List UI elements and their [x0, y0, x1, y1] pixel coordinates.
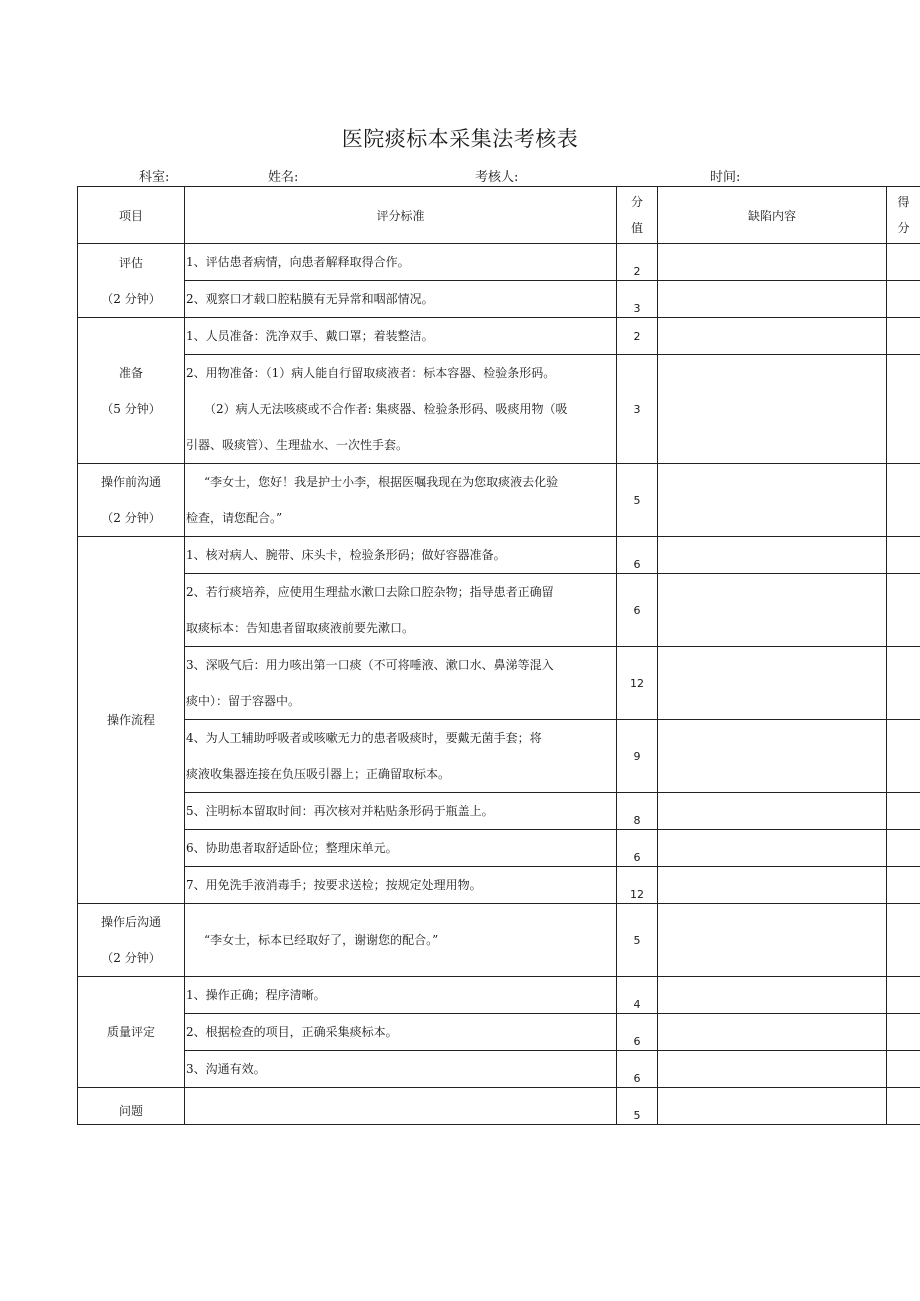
criteria-line: 痰中）：留于容器中。 — [186, 694, 301, 708]
score-cell: 8 — [617, 793, 658, 830]
score-cell: 6 — [617, 1051, 658, 1088]
section-name: 操作后沟通 — [100, 915, 161, 929]
header-score — [617, 187, 658, 244]
got-score-cell[interactable] — [887, 647, 920, 720]
table-row — [78, 867, 920, 904]
score-cell: 3 — [617, 281, 658, 318]
section-name: 评估 — [118, 255, 143, 270]
criteria-cell: 1、核对病人、腕带、床头卡，检验条形码；做好容器准备。 — [185, 537, 617, 574]
criteria-cell — [185, 464, 617, 537]
criteria-cell: 3、沟通有效。 — [185, 1051, 617, 1088]
got-score-cell[interactable] — [887, 537, 920, 574]
table-row — [78, 830, 920, 867]
table-row — [78, 720, 920, 793]
score-cell: 6 — [617, 830, 658, 867]
defect-cell[interactable] — [658, 830, 887, 867]
criteria-cell: 1、评估患者病情，向患者解释取得合作。 — [185, 244, 617, 281]
section-issues: 问题 — [78, 1088, 185, 1125]
defect-cell[interactable] — [658, 318, 887, 355]
score-cell: 6 — [617, 1014, 658, 1051]
got-score-cell[interactable] — [887, 793, 920, 830]
department-label: 科室: — [139, 170, 170, 185]
criteria-cell — [185, 720, 617, 793]
section-assess — [78, 244, 185, 318]
time-label: 时间: — [710, 170, 741, 185]
criteria-cell: 1、操作正确；程序清晰。 — [185, 977, 617, 1014]
got-score-cell[interactable] — [887, 720, 920, 793]
criteria-line: 痰液收集器连接在负压吸引器上；正确留取标本。 — [186, 767, 451, 781]
defect-cell[interactable] — [658, 904, 887, 977]
section-post-comm — [78, 904, 185, 977]
defect-cell[interactable] — [658, 281, 887, 318]
got-score-cell[interactable] — [887, 904, 920, 977]
criteria-line: 4、为人工辅助呼吸者或咳嗽无力的患者吸痰时，要戴无菌手套；将 — [186, 731, 542, 745]
got-score-cell[interactable] — [887, 244, 920, 281]
section-duration: （2 分钟） — [101, 511, 161, 525]
table-header-row — [78, 187, 920, 244]
got-score-cell[interactable] — [887, 1088, 920, 1125]
defect-cell[interactable] — [658, 867, 887, 904]
table-row — [78, 904, 920, 977]
section-name: 质量评定 — [106, 1025, 155, 1039]
got-score-cell[interactable] — [887, 464, 920, 537]
criteria-cell: 2、观察口才载口腔粘膜有无异常和咽部情况。 — [185, 281, 617, 318]
section-name: 操作前沟通 — [100, 475, 161, 489]
criteria-line: 2、若行痰培养，应使用生理盐水漱口去除口腔杂物；指导患者正确留 — [186, 585, 554, 599]
table-row — [78, 1014, 920, 1051]
criteria-cell: 7、用免洗手液消毒手；按要求送检；按规定处理用物。 — [185, 867, 617, 904]
criteria-cell — [185, 574, 617, 647]
score-cell: 12 — [617, 867, 658, 904]
table-row — [78, 1088, 920, 1125]
got-score-cell[interactable] — [887, 574, 920, 647]
score-cell: 6 — [617, 574, 658, 647]
table-row — [78, 647, 920, 720]
header-got-bottom: 分 — [897, 221, 910, 235]
table-row — [78, 281, 920, 318]
criteria-line: 2、用物准备：（1）病人能自行留取痰液者：标本容器、检验条形码。 — [186, 366, 556, 380]
defect-cell[interactable] — [658, 464, 887, 537]
got-score-cell[interactable] — [887, 867, 920, 904]
got-score-cell[interactable] — [887, 355, 920, 464]
table-row — [78, 318, 920, 355]
section-prep — [78, 318, 185, 464]
got-score-cell[interactable] — [887, 281, 920, 318]
section-quality — [78, 977, 185, 1088]
section-pre-comm — [78, 464, 185, 537]
table-row — [78, 793, 920, 830]
criteria-line: 3、深吸气后：用力咳出第一口痰（不可将唾液、漱口水、鼻涕等混入 — [186, 658, 554, 672]
defect-cell[interactable] — [658, 793, 887, 830]
score-cell: 5 — [617, 1088, 658, 1125]
criteria-cell[interactable] — [185, 1088, 617, 1125]
criteria-cell: 2、根据检查的项目，正确采集痰标本。 — [185, 1014, 617, 1051]
header-score-top: 分 — [630, 195, 643, 209]
defect-cell[interactable] — [658, 1051, 887, 1088]
criteria-cell — [185, 355, 617, 464]
section-process — [78, 537, 185, 904]
score-cell: 12 — [617, 647, 658, 720]
criteria-line: “李女士，您好！我是护士小李，根据医嘱我现在为您取痰液去化验 — [204, 475, 559, 489]
score-cell: 2 — [617, 244, 658, 281]
header-defects: 缺陷内容 — [658, 187, 887, 244]
score-cell: 2 — [617, 318, 658, 355]
table-row — [78, 977, 920, 1014]
section-duration: （2 分钟） — [101, 291, 161, 306]
header-score-bottom: 值 — [630, 221, 643, 235]
header-item: 项目 — [78, 187, 185, 244]
table-row — [78, 537, 920, 574]
table-row — [78, 464, 920, 537]
table-row — [78, 1051, 920, 1088]
name-label: 姓名: — [268, 170, 299, 185]
defect-cell[interactable] — [658, 647, 887, 720]
criteria-line: 检查，请您配合。” — [186, 511, 283, 525]
section-duration: （2 分钟） — [101, 951, 161, 965]
table-row — [78, 574, 920, 647]
got-score-cell[interactable] — [887, 1014, 920, 1051]
criteria-line: “李女士，标本已经取好了，谢谢您的配合。” — [204, 933, 439, 947]
score-cell: 5 — [617, 904, 658, 977]
criteria-line: （2）病人无法咳痰或不合作者: 集痰器、检验条形码、吸痰用物（吸 — [204, 402, 568, 416]
table-row — [78, 244, 920, 281]
got-score-cell[interactable] — [887, 318, 920, 355]
score-cell: 9 — [617, 720, 658, 793]
score-cell: 6 — [617, 537, 658, 574]
defect-cell[interactable] — [658, 1014, 887, 1051]
criteria-cell — [185, 904, 617, 977]
header-got-top: 得 — [897, 195, 910, 209]
criteria-cell: 5、注明标本留取时间：再次核对并粘贴条形码于瓶盖上。 — [185, 793, 617, 830]
header-criteria: 评分标准 — [185, 187, 617, 244]
section-duration: （5 分钟） — [101, 401, 161, 416]
header-got — [887, 187, 920, 244]
criteria-cell: 1、人员准备：洗净双手、戴口罩；着装整洁。 — [185, 318, 617, 355]
score-cell: 4 — [617, 977, 658, 1014]
section-name: 准备 — [118, 365, 143, 380]
assessment-table — [77, 186, 920, 1125]
section-name: 操作流程 — [106, 713, 155, 727]
criteria-line: 取痰标本：告知患者留取痰液前要先漱口。 — [186, 621, 415, 635]
defect-cell[interactable] — [658, 977, 887, 1014]
criteria-line: 引器、吸痰管）、生理盐水、一次性手套。 — [186, 438, 409, 452]
page-title: 医院痰标本采集法考核表 — [341, 127, 579, 151]
defect-cell[interactable] — [658, 1088, 887, 1125]
defect-cell[interactable] — [658, 537, 887, 574]
got-score-cell[interactable] — [887, 977, 920, 1014]
score-cell: 3 — [617, 355, 658, 464]
defect-cell[interactable] — [658, 355, 887, 464]
examiner-label: 考核人: — [475, 170, 519, 185]
criteria-cell: 6、协助患者取舒适卧位；整理床单元。 — [185, 830, 617, 867]
table-row — [78, 355, 920, 464]
defect-cell[interactable] — [658, 574, 887, 647]
score-cell: 5 — [617, 464, 658, 537]
got-score-cell[interactable] — [887, 830, 920, 867]
criteria-cell — [185, 647, 617, 720]
got-score-cell[interactable] — [887, 1051, 920, 1088]
defect-cell[interactable] — [658, 244, 887, 281]
defect-cell[interactable] — [658, 720, 887, 793]
